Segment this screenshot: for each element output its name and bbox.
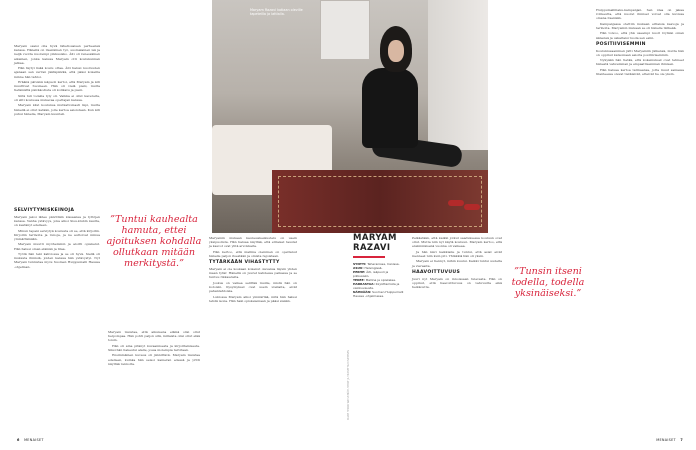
paragraph: Maryam muistaa, että aikuisena elämä olisi ollut helpompaa. Hän pohti paljon sitä, millaista olisi ollut elää toisin.	[108, 330, 200, 343]
paragraph: Koulukiusaaminen jätti Maryamiin jälkensä, mutta hän on oppinut katsomaan asioita positiivisemmin.	[596, 48, 684, 57]
paragraph: Maryam kävi koulunsa mutkattomasti läpi, mutta hänellä ei ollut ketään, jolle kertoa asioistaan. Kun äiti puhui hänelle, Maryam kuunteli.	[14, 103, 100, 116]
paragraph: Maryam jakoi lähes päivittäin kissaansa ja tyttöjen kanssa. Vanha ystävyys, joka alkoi Sisu-klubin kautta, on kestänyt edelleen.	[14, 214, 100, 228]
paragraph: Ensimmäinen kuvaus oli jännittävä. Maryam muistaa edelleen, kuinka hän seisoi kameran edessä ja yritti näyttää rennolta.	[108, 353, 200, 366]
footer-left	[14, 438, 44, 442]
paragraph: Työtä hän teki kahviossa ja se oli hyvä. Siellä oli mukavia ihmisiä, joiden kanssa hän ystävystyi. Nyt Maryam tunnistaa myös Suomen Huippumalli Haussa -ohjelman.	[14, 251, 100, 269]
photo-shoe	[464, 204, 480, 210]
accent-rule	[353, 256, 385, 258]
pull-quote-left: ”Tuntui kauhealta hamuta, ettei ajoituksen kohdalla ollutkaan mitään merkitystä.”	[106, 214, 202, 269]
paragraph: Siitä tuli todella tyly oli. Vaikka ei ollut kavereita, oli silti koulussa mukavaa opettajan kanssa.	[14, 93, 100, 102]
fact-box-name-first: MARYAM	[353, 233, 397, 243]
photo-credit: KUVAT HENRIK WAHLSTRÖM, MEIKIT JA HIUKSET SUVI NIEMINEN	[347, 350, 350, 420]
right-column-2	[596, 8, 684, 77]
photo-shoe	[448, 200, 464, 206]
photo-window	[320, 0, 370, 60]
photo-wall	[428, 0, 488, 150]
magazine-brand: MENAISET	[656, 438, 676, 442]
section-heading: TYTÄRKÄÄN VIHASTYTTY	[209, 260, 280, 266]
fact-item: PERHE: Äiti, isäpuoli ja pikkusisko.	[353, 269, 389, 278]
right-column-1	[412, 236, 502, 290]
magazine-brand: MENAISET	[24, 438, 44, 442]
footer-right	[656, 438, 686, 442]
paragraph: Hän kertoo, että mallina oleminen on opettanut hänelle paljon itsestään ja omista rajoistaan.	[209, 249, 297, 258]
left-column-2	[108, 330, 200, 367]
paragraph: Huippumallihaku-kampanjan. Sen idea on jakaa rohkeutta, että nuoret ihmiset voivat olla kuvissa omana itsenään.	[596, 8, 684, 21]
photo-person-body	[362, 68, 418, 148]
paragraph: Maryamin mukaan kauneuskeskustelu on usein yksipuolista. Hän haluaa näyttää, että erilaiset taustat ja kasvot ovat yhtä arvokkaita.	[209, 236, 297, 249]
paragraph: Lukiossa Maryam alkoi ymmärtää, mitä hän halusi tehdä isona. Hän haki opiskelemaan ja pääsi sisään.	[209, 294, 297, 303]
fact-item: HARRASTAA: Kirjoittamista ja valokuvausta.	[353, 281, 400, 291]
photo-person-face	[388, 40, 404, 62]
fact-box	[353, 233, 405, 428]
paragraph: Hän oli aina pitänyt kuvaamisesta ja kirjoittamisesta. Siksi hän hakeutui alalle, jossa molempia tarvitaan.	[108, 343, 200, 352]
fact-item: ASUU: Helsingissä.	[353, 265, 383, 270]
paragraph: Ja hän kävi kaikkialle ja tuntui, että asiat eivät menneet niin kuin piti. Yhtäkkiä hän oli yksin.	[412, 249, 502, 258]
paragraph: Maryam ei tiennyt, mihin kuului. Kaikki tuntui uudelta ja vieraalta.	[412, 259, 502, 268]
section-heading: POSITIIVISEMMIN	[596, 41, 646, 47]
paragraph: Eräänä päivänä isäpuoli kertoi, että Maryam ja äiti muuttivat Suomeen. Hän oli vielä pieni, mutta tietämättä päiväkodista oli kotikatu ja pieni.	[14, 80, 100, 93]
page-number: 7	[680, 438, 683, 442]
feature-photo	[212, 0, 488, 233]
left-column-1	[14, 44, 100, 117]
fact-item: SYNTYI: Teheranissa, Iranissa.	[353, 261, 400, 266]
paragraph: Kampanjassa otettiin mukaan erilaisia kasvoja ja tarinoita. Maryamin mukaan se oli hänelle tärkeää.	[596, 21, 684, 30]
fact-item: NÄHDÄÄN: Suomen Huippumalli Haussa -ohjelmassa.	[353, 290, 404, 299]
left-column-3	[209, 236, 297, 304]
paragraph: Juuri nyt Maryam on innoissaan tulevasta. Hän on oppinut, että haavoittuvuus on vahvuutta eikä heikkoutta.	[412, 276, 502, 289]
paragraph: Hän toivoo, että yhä useampi nuori löytäisi oman äänensä ja uskaltaisi tuoda sen esiin.	[596, 31, 684, 40]
paragraph: Maryam ei ole koskaan kokenut olevansa täysin yhden maan tytär. Hänellä on juuret kahdessa paikassa ja se tuntuu rikkaudelta.	[209, 266, 297, 280]
paragraph: Pelkästään, että kaikki jotkut saaduksessa kouluun ovat ollut. Mutta niin nyt käytä kouluun. Maryam kertoo, että ensimmäisenä vuonna oli vaikeaa.	[412, 236, 502, 249]
section-heading: SELVIYTYMISKEINOJA	[14, 208, 75, 213]
page-number: 6	[17, 438, 20, 442]
photo-caption: Maryam Razavi kotiaan oleville tapeteilla ja lattialla.	[250, 8, 303, 17]
paragraph: Minun tapani selviytyä koulusta oli se, että kirjoitin. Kirjoitin tarinoita ja runoja, ja ne auttoivat minua ymmärtämään.	[14, 228, 100, 241]
paragraph: Hän haluaa kertoa tarinaansa, jotta muut samassa tilanteessa olevat tietäisivät, etteivät he ole yksin.	[596, 67, 684, 76]
paragraph: Maryam muutti myöhemmin ja aloitti opiskelut. Hän halusi oman elämän ja tilaa.	[14, 242, 100, 251]
paragraph: Hän täytyi lisää koulu ottaa. Äiti halusi nuoruuden ajanaan sen verran jäätäpäivää, että pääsi kokeilla minne hän tahtoi.	[14, 66, 100, 79]
pull-quote-right: ”Tunsin itseni todella, todella yksinäiseksi.”	[511, 266, 585, 299]
section-heading: HAAVOITTUVUUS	[412, 269, 461, 275]
left-column-1-lower	[14, 206, 100, 270]
fact-box-name-last: RAZAVI	[353, 243, 391, 253]
paragraph: Maryam osaisi olla hyvä lähetiosaisen perheensä kanssa. Hänellä on itsenäinen työ, suomalainen isä ja neljä vuotta nuorempi pikkusisko. Äiti oli renessäinen aikainen, jonka kanssa Maryam otti koulukunnan jatkaa.	[14, 44, 100, 65]
paragraph: Joskus on vaikea selittää muille, mistä hän on kotoisin. Kysymykset ovat usein uteliaita, eivät pahantahtoisia.	[209, 280, 297, 294]
fact-item: TEKEE: Mallina ja opiskelee.	[353, 277, 397, 282]
paragraph: Nykyään hän tietää, että kokemukset ovat tehneet hänestä vahvemman ja empaattisemman ihmisen.	[596, 58, 684, 67]
